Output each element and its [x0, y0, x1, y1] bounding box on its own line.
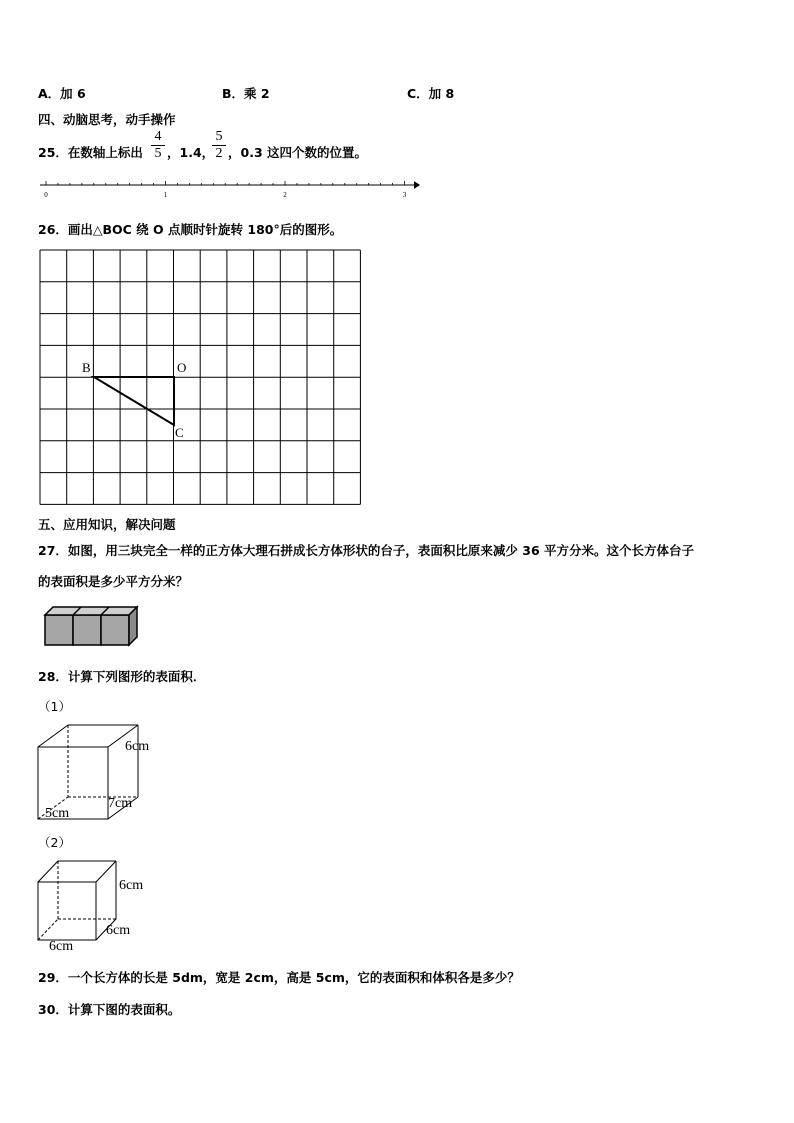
three-cubes-figure [0, 603, 794, 653]
q25-fraction-1 [151, 129, 165, 162]
point-o-label: O [177, 360, 187, 375]
number-line-tick-label: 1 [163, 191, 168, 199]
cube-2-front [73, 615, 101, 645]
number-line [0, 175, 794, 205]
section-4-title: 四、动脑思考，动手操作 [38, 112, 176, 127]
cuboid-1-width-label: 5cm [45, 806, 70, 821]
q29-text: 29．一个长方体的长是 5dm，宽是 2cm，高是 5cm，它的表面积和体积各是多少？ [38, 970, 520, 985]
q27-line-2: 的表面积是多少平方分米？ [38, 574, 189, 589]
q25-suffix: ，0.3 这四个数的位置。 [228, 145, 367, 160]
q28-part-2-label: （2） [38, 835, 71, 850]
q27-line-1: 27．如图，用三块完全一样的正方体大理石拼成长方体形状的台子，表面积比原来减少 36 平方分米。这个长方体台子 [38, 543, 694, 558]
point-b-label: B [82, 360, 91, 375]
cuboid-2-length-label: 6cm [106, 923, 131, 938]
q28-part-1-label: （1） [38, 699, 71, 714]
q25-frac1-denominator: 5 [154, 146, 162, 161]
cuboid-2-width-label: 6cm [49, 939, 74, 954]
cuboid-2-height-label: 6cm [119, 878, 144, 893]
cube-1-front [45, 615, 73, 645]
cubes-top-face [45, 607, 137, 615]
number-line-tick-label: 2 [283, 191, 287, 199]
q25-fraction-2 [212, 129, 226, 162]
q25-prefix: 25．在数轴上标出 [38, 145, 143, 160]
triangle-boc [94, 377, 174, 425]
q25-frac2-numerator: 5 [212, 129, 226, 146]
option-b: B．乘 2 [222, 86, 270, 101]
cuboid-1-length-label: 7cm [108, 796, 133, 811]
number-line-tick-label: 0 [44, 191, 48, 199]
number-line-tick-label: 3 [402, 191, 407, 199]
option-a: A．加 6 [38, 86, 86, 101]
number-line-arrow-icon [414, 181, 420, 189]
q26-text: 26．画出△BOC 绕 O 点顺时针旋转 180°后的图形。 [38, 222, 343, 237]
option-c: C．加 8 [407, 86, 455, 101]
cuboid-1-height-label: 6cm [125, 739, 150, 754]
cube-3-front [101, 615, 129, 645]
section-5-title: 五、应用知识，解决问题 [38, 517, 176, 532]
q25-frac2-denominator: 2 [215, 146, 223, 161]
q30-text: 30．计算下图的表面积。 [38, 1002, 181, 1017]
point-c-label: C [175, 425, 184, 440]
q25-frac1-numerator: 4 [151, 129, 165, 146]
rotation-grid [0, 245, 794, 515]
q25-mid: ，1.4， [167, 145, 215, 160]
q28-text: 28．计算下列图形的表面积． [38, 669, 206, 684]
